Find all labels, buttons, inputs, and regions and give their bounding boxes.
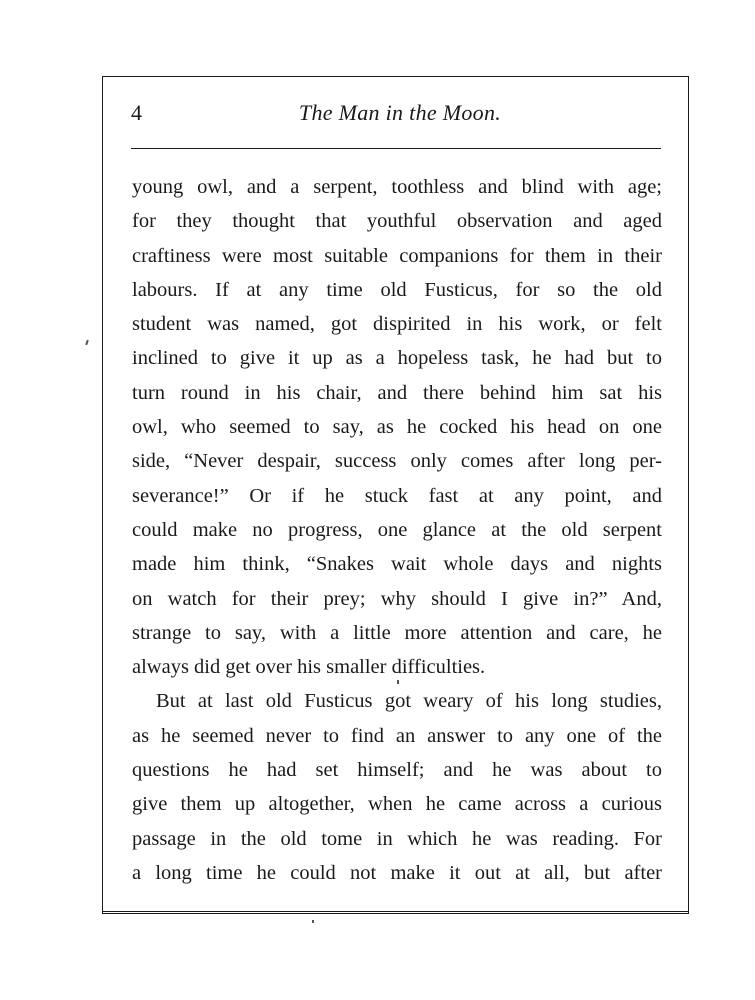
running-title: The Man in the Moon. xyxy=(298,100,502,125)
paragraph-1 xyxy=(132,170,662,684)
text-line: made him think, “Snakes wait whole days and nights xyxy=(132,553,662,576)
text-line: always did get over his smaller difficulties. xyxy=(132,656,486,679)
text-line: craftiness were most suitable companions for them in their xyxy=(132,244,662,267)
text-line: young owl, and a serpent, toothless and blind with age; xyxy=(132,176,662,198)
text-line: student was named, got dispirited in his work, or felt xyxy=(132,313,662,336)
text-line: on watch for their prey; why should I give in?” And, xyxy=(132,587,662,610)
text-line: for they thought that youthful observation and aged xyxy=(132,210,662,233)
text-line: a long time he could not make it out at all, but after xyxy=(132,861,662,884)
text-line: severance!” Or if he stuck fast at any point, and xyxy=(132,484,662,507)
text-line: strange to say, with a little more attention and care, he xyxy=(132,621,662,644)
text-line: But at last old Fusticus got weary of his long studies, xyxy=(156,690,662,713)
text-line: turn round in his chair, and there behind him sat his xyxy=(132,381,662,404)
print-speck xyxy=(397,680,399,684)
print-speck xyxy=(312,920,314,923)
text-line: labours. If at any time old Fusticus, for so the old xyxy=(132,278,662,301)
print-speck xyxy=(85,340,89,345)
text-line: give them up altogether, when he came across a curious xyxy=(132,793,662,816)
text-line: inclined to give it up as a hopeless task, he had but to xyxy=(132,347,662,370)
body-text xyxy=(132,170,662,890)
paragraph-2 xyxy=(132,684,662,890)
text-line: passage in the old tome in which he was reading. For xyxy=(132,827,662,850)
page-frame-bottom-rule xyxy=(102,911,689,914)
page-number: 4 xyxy=(131,100,142,125)
text-line: as he seemed never to find an answer to any one of the xyxy=(132,724,662,747)
text-line: owl, who seemed to say, as he cocked his head on one xyxy=(132,416,662,439)
text-line: side, “Never despair, success only comes after long per- xyxy=(132,450,662,473)
text-line: questions he had set himself; and he was about to xyxy=(132,759,662,782)
text-line: could make no progress, one glance at the old serpent xyxy=(132,518,662,541)
header-rule xyxy=(131,148,661,149)
